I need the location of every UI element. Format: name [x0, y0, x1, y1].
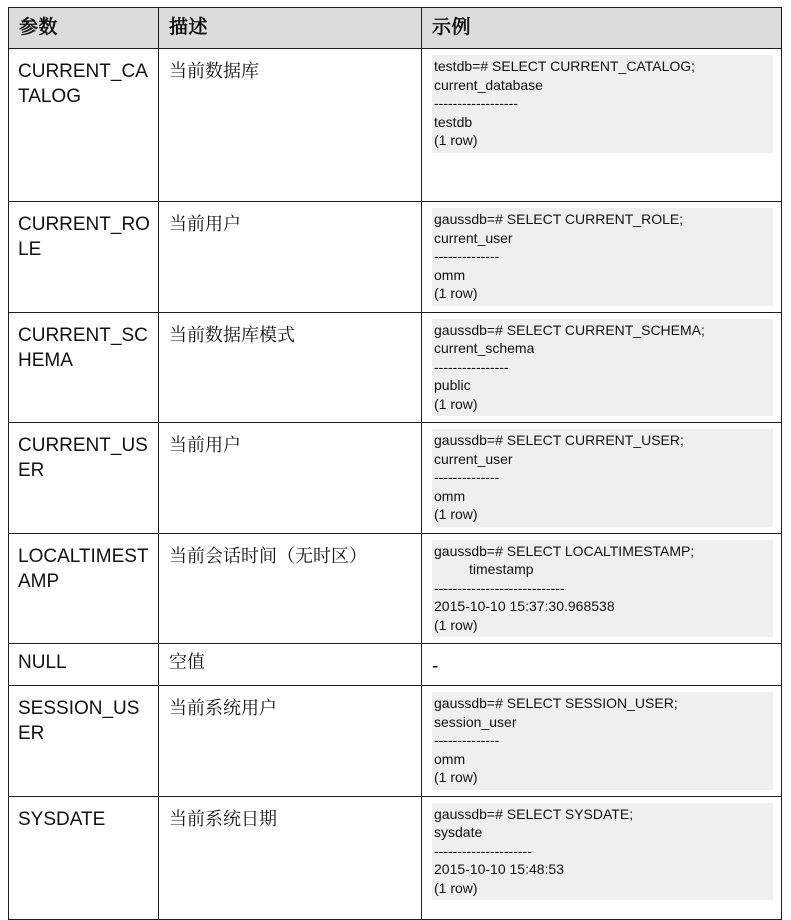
example-cell [422, 644, 782, 686]
table-row [9, 423, 782, 534]
param-cell: SESSION_USER [9, 686, 159, 797]
code-line: --------------------- [434, 842, 532, 859]
code-line: (1 row) [434, 769, 478, 785]
description-cell: 当前数据库模式 [159, 312, 422, 423]
description-cell: 当前系统用户 [159, 686, 422, 797]
table-row [9, 312, 782, 423]
code-line: public [434, 377, 471, 393]
code-line: (1 row) [434, 506, 478, 522]
code-line: ---------------------------- [434, 579, 565, 596]
param-cell: SYSDATE [9, 796, 159, 919]
example-cell [422, 686, 782, 797]
param-cell: NULL [9, 644, 159, 686]
table-row [9, 644, 782, 686]
description-cell: 当前用户 [159, 423, 422, 534]
param-cell: LOCALTIMESTAMP [9, 533, 159, 644]
parameter-table [8, 7, 782, 920]
param-cell: CURRENT_USER [9, 423, 159, 534]
code-line: current_database [434, 76, 543, 93]
code-line: omm [434, 266, 466, 283]
code-line: gaussdb=# SELECT SESSION_USER; [434, 695, 678, 711]
example-cell [422, 533, 782, 644]
code-line: gaussdb=# SELECT LOCALTIMESTAMP; [434, 542, 695, 559]
example-text: - [432, 656, 439, 677]
header-param: 参数 [9, 8, 159, 49]
code-line: ---------------- [434, 358, 509, 375]
code-block [432, 429, 773, 527]
table-header-row [9, 8, 782, 49]
code-line: omm [434, 750, 466, 767]
code-block [432, 540, 773, 638]
param-cell: CURRENT_CATALOG [9, 49, 159, 202]
code-line: -------------- [434, 469, 500, 485]
code-line: timestamp [434, 561, 534, 577]
code-line: sysdate [434, 824, 483, 840]
code-line: current_user [434, 450, 513, 467]
code-line: ------------------ [434, 95, 518, 111]
code-line: current_schema [434, 340, 535, 356]
code-line: (1 row) [434, 285, 478, 301]
code-line: (1 row) [434, 616, 478, 633]
code-line: gaussdb=# SELECT SYSDATE; [434, 805, 634, 822]
table-row [9, 202, 782, 313]
code-line: gaussdb=# SELECT CURRENT_USER; [434, 432, 684, 448]
example-cell [422, 202, 782, 313]
table-row [9, 533, 782, 644]
example-cell [422, 796, 782, 919]
code-line: session_user [434, 713, 517, 730]
param-cell: CURRENT_ROLE [9, 202, 159, 313]
code-line: gaussdb=# SELECT CURRENT_ROLE; [434, 211, 684, 227]
code-block [432, 319, 773, 417]
code-line: (1 row) [434, 395, 478, 412]
code-block [432, 803, 773, 901]
code-block [432, 55, 773, 153]
table-row [9, 796, 782, 919]
table-row [9, 686, 782, 797]
code-line: (1 row) [434, 132, 478, 148]
code-line: (1 row) [434, 879, 478, 896]
header-description: 描述 [159, 8, 422, 49]
table-row [9, 49, 782, 202]
code-line: -------------- [434, 248, 500, 264]
param-cell: CURRENT_SCHEMA [9, 312, 159, 423]
code-line: testdb=# SELECT CURRENT_CATALOG; [434, 58, 696, 74]
code-line: gaussdb=# SELECT CURRENT_SCHEMA; [434, 321, 705, 338]
example-cell [422, 423, 782, 534]
code-block [432, 692, 773, 790]
code-line: testdb [434, 113, 473, 130]
header-example: 示例 [422, 8, 782, 49]
code-line: 2015-10-10 15:48:53 [434, 861, 564, 877]
description-cell: 当前会话时间（无时区） [159, 533, 422, 644]
code-line: current_user [434, 229, 513, 246]
code-block [432, 208, 773, 306]
code-line: -------------- [434, 732, 500, 748]
description-cell: 当前用户 [159, 202, 422, 313]
code-line: omm [434, 487, 466, 504]
description-cell: 当前系统日期 [159, 796, 422, 919]
example-cell [422, 312, 782, 423]
description-cell: 空值 [159, 644, 422, 686]
code-line: 2015-10-10 15:37:30.968538 [434, 598, 615, 614]
description-cell: 当前数据库 [159, 49, 422, 202]
example-cell [422, 49, 782, 202]
